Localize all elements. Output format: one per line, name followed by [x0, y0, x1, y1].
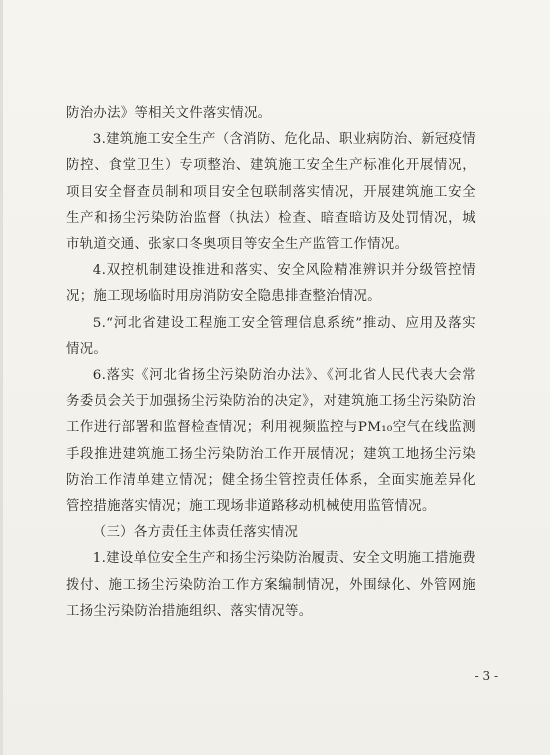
paragraph-item-5: 5.“河北省建设工程施工安全管理信息系统”推动、应用及落实情况。: [66, 315, 476, 357]
paragraph-item-6: 6.落实《河北省扬尘污染防治办法》、《河北省人民代表大会常务委员会关于加强扬尘污染防治的决定》，对建筑施工扬尘污染防治工作进行部署和监督检查情况；利用视频监控与PM₁₀空气在线监测手段推进建筑施工扬尘污染防治工作开展情况；建筑工地扬尘污染防治工作清单建立情况；健全扬尘管控责任体系，全面实施差异化管控措施落实情况；施工现场非道路移动机械使用监管情况。: [66, 368, 476, 515]
paragraph-item-3: 3.建筑施工安全生产（含消防、危化品、职业病防治、新冠疫情防控、食堂卫生）专项整治、建筑施工安全生产标准化开展情况，项目安全督查员制和项目安全包联制落实情况，开展建筑施工安全生产和扬尘污染防治监督（执法）检查、暗查暗访及处罚情况，城市轨道交通、张家口冬奥项目等安全生产监管工作情况。: [66, 132, 476, 253]
paragraph-item-4: 4.双控机制建设推进和落实、安全风险精准辨识并分级管控情况；施工现场临时用房消防安全隐患排查整治情况。: [66, 263, 476, 305]
document-body: [66, 101, 476, 625]
page-number: - 3 -: [474, 669, 498, 683]
section-heading: （三）各方责任主体责任落实情况: [92, 525, 299, 541]
page-edge-shadow: [0, 0, 3, 755]
paragraph-continuation: 防治办法》等相关文件落实情况。: [66, 106, 272, 121]
paragraph-sub-item-1: 1.建设单位安全生产和扬尘污染防治履责、安全文明施工措施费拨付、施工扬尘污染防治工作方案编制情况，外围绿化、外管网施工扬尘污染防治措施组织、落实情况等。: [66, 551, 476, 619]
